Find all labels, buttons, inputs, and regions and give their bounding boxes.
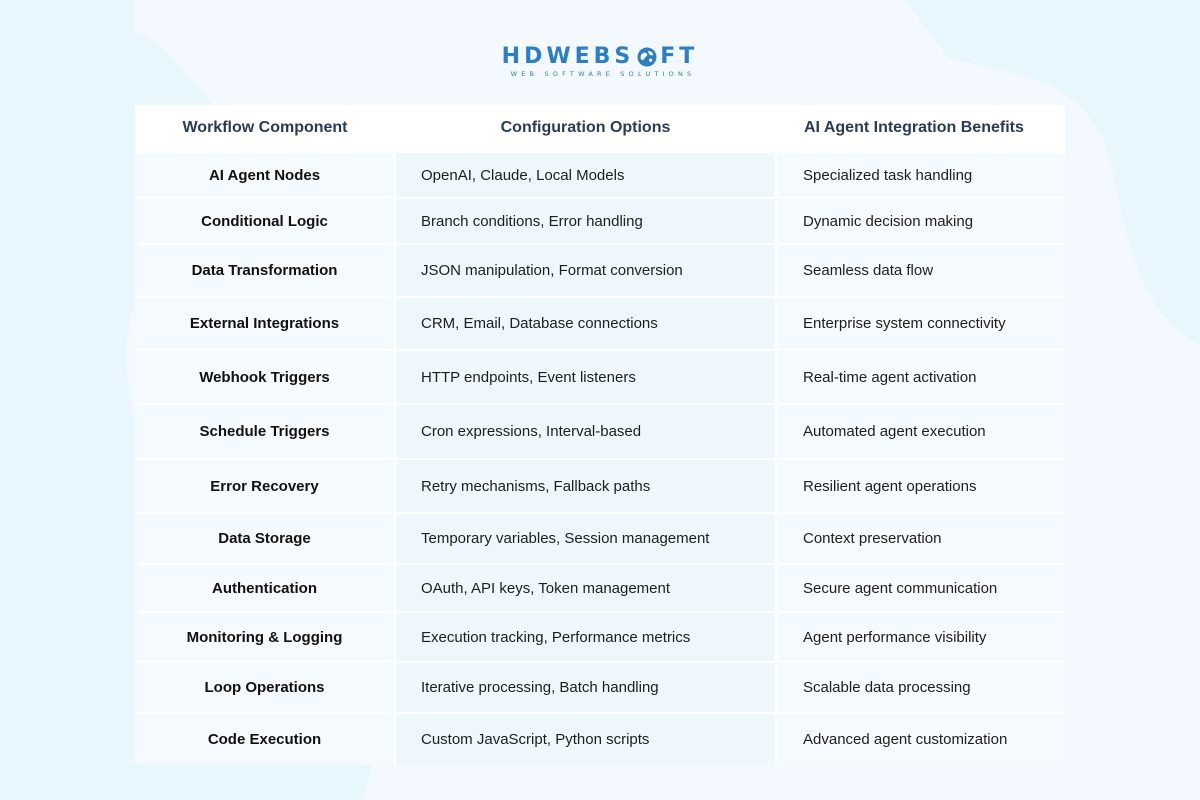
configuration-cell: HTTP endpoints, Event listeners (395, 350, 776, 404)
configuration-cell: Iterative processing, Batch handling (395, 662, 776, 713)
table-row (135, 244, 1065, 297)
benefit-cell: Secure agent communication (776, 564, 1065, 612)
benefit-cell: Scalable data processing (776, 662, 1065, 713)
benefit-cell: Resilient agent operations (776, 459, 1065, 513)
configuration-cell: OpenAI, Claude, Local Models (395, 152, 776, 198)
component-cell: Error Recovery (135, 459, 395, 513)
workflow-components-table (135, 105, 1065, 765)
hdwebsoft-logo (0, 46, 1200, 78)
header-configuration-options: Configuration Options (395, 105, 776, 152)
component-cell: Code Execution (135, 713, 395, 765)
component-cell: Conditional Logic (135, 198, 395, 244)
table-row (135, 350, 1065, 404)
configuration-cell: Temporary variables, Session management (395, 513, 776, 564)
component-cell: Monitoring & Logging (135, 612, 395, 662)
configuration-cell: OAuth, API keys, Token management (395, 564, 776, 612)
configuration-cell: Branch conditions, Error handling (395, 198, 776, 244)
component-cell: Data Storage (135, 513, 395, 564)
configuration-cell: Execution tracking, Performance metrics (395, 612, 776, 662)
configuration-cell: CRM, Email, Database connections (395, 297, 776, 350)
configuration-cell: Custom JavaScript, Python scripts (395, 713, 776, 765)
component-cell: Webhook Triggers (135, 350, 395, 404)
logo-text-part1: HDWEBS (501, 44, 635, 69)
benefit-cell: Specialized task handling (776, 152, 1065, 198)
logo-tagline: WEB SOFTWARE SOLUTIONS (510, 70, 696, 78)
table-row (135, 297, 1065, 350)
table-row (135, 612, 1065, 662)
table-row (135, 152, 1065, 198)
component-cell: Authentication (135, 564, 395, 612)
benefit-cell: Enterprise system connectivity (776, 297, 1065, 350)
component-cell: External Integrations (135, 297, 395, 350)
logo-text-part2: FT (660, 44, 699, 69)
component-cell: Loop Operations (135, 662, 395, 713)
benefit-cell: Real-time agent activation (776, 350, 1065, 404)
benefit-cell: Context preservation (776, 513, 1065, 564)
table-row (135, 513, 1065, 564)
benefit-cell: Seamless data flow (776, 244, 1065, 297)
header-ai-agent-benefits: AI Agent Integration Benefits (776, 105, 1065, 152)
configuration-cell: Retry mechanisms, Fallback paths (395, 459, 776, 513)
table-row (135, 662, 1065, 713)
table-row (135, 459, 1065, 513)
header-workflow-component: Workflow Component (135, 105, 395, 152)
configuration-cell: Cron expressions, Interval-based (395, 404, 776, 459)
component-cell: AI Agent Nodes (135, 152, 395, 198)
benefit-cell: Advanced agent customization (776, 713, 1065, 765)
benefit-cell: Dynamic decision making (776, 198, 1065, 244)
globe-icon (637, 47, 657, 67)
table-header-row (135, 105, 1065, 152)
component-cell: Data Transformation (135, 244, 395, 297)
table-row (135, 713, 1065, 765)
table-row (135, 404, 1065, 459)
configuration-cell: JSON manipulation, Format conversion (395, 244, 776, 297)
benefit-cell: Agent performance visibility (776, 612, 1065, 662)
component-cell: Schedule Triggers (135, 404, 395, 459)
benefit-cell: Automated agent execution (776, 404, 1065, 459)
table-row (135, 198, 1065, 244)
table-row (135, 564, 1065, 612)
logo-wordmark (502, 46, 699, 68)
